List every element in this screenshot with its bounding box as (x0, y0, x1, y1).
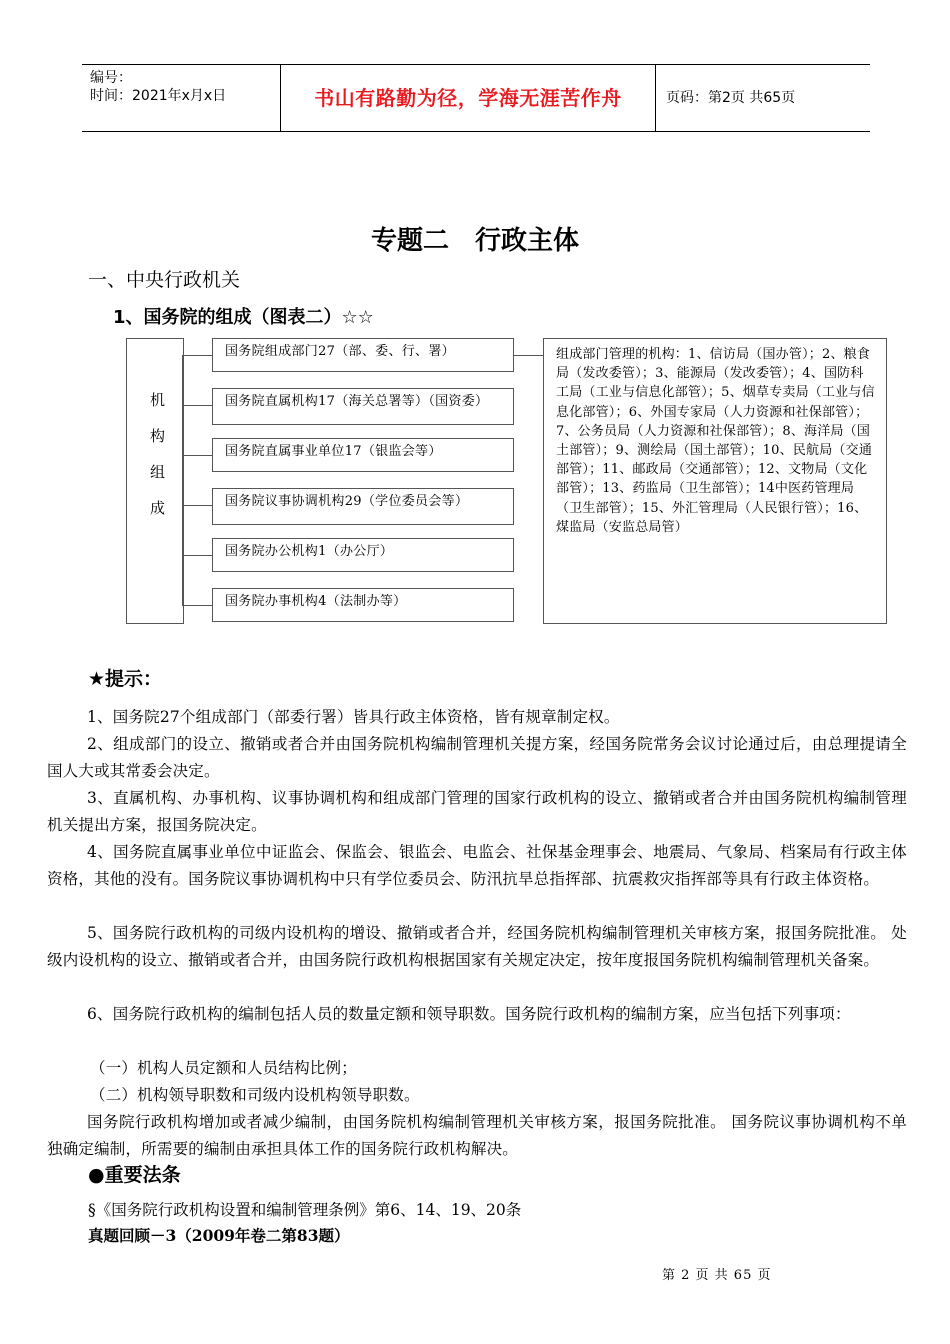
document-header (82, 64, 870, 132)
root-label-char: 机 (150, 391, 166, 409)
connector-line (182, 555, 212, 556)
root-label-char: 组 (150, 463, 166, 481)
page-title: 专题二 行政主体 (370, 226, 579, 256)
chart-box-constituent-departments: 国务院组成部门27（部、委、行、署） (212, 338, 514, 372)
paragraph: 6、国务院行政机构的编制包括人员的数量定额和领导职数。国务院行政机构的编制方案，应当包括下列事项： (87, 1005, 851, 1023)
paragraph: 3、直属机构、办事机构、议事协调机构和组成部门管理的国家行政机构的设立、撤销或者合并由国务院机构编制管理机关提出方案，报国务院决定。 (47, 789, 907, 834)
list-item: （一）机构人员定额和人员结构比例； (90, 1059, 357, 1077)
connector-line (182, 405, 212, 406)
chart-box-public-institutions: 国务院直属事业单位17（银监会等） (212, 438, 514, 472)
chart-box-general-office: 国务院办公机构1（办公厅） (212, 538, 514, 572)
header-left-cell (82, 65, 281, 131)
connector-line (182, 355, 183, 606)
connector-line (182, 355, 212, 356)
chart-box-administrative-offices: 国务院办事机构4（法制办等） (212, 588, 514, 622)
paragraph: 2、组成部门的设立、撤销或者合并由国务院机构编制管理机关提方案，经国务院常务会议讨论通过后，由总理提请全国人大或其常委会决定。 (47, 735, 907, 780)
law-heading: ●重要法条 (88, 1164, 181, 1186)
section-heading: 一、中央行政机关 (88, 269, 241, 291)
subsection-heading: 1、国务院的组成（图表二）☆☆ (113, 307, 374, 328)
connector-line (182, 605, 212, 606)
header-motto-cell (281, 65, 656, 131)
list-item: （二）机构领导职数和司级内设机构领导职数。 (90, 1086, 420, 1104)
header-page-cell (656, 65, 870, 131)
connector-line (514, 355, 543, 356)
date-label: 时间：2021年x月x日 (90, 88, 227, 104)
tip-heading: ★提示： (88, 668, 163, 690)
page-footer: 第 2 页 共 65 页 (662, 1268, 772, 1283)
number-label: 编号： (90, 70, 132, 86)
law-reference: §《国务院行政机构设置和编制管理条例》第6、14、19、20条 (88, 1201, 522, 1219)
connector-line (182, 505, 212, 506)
page-label: 页码：第2页 共65页 (666, 90, 796, 106)
connector-line (182, 455, 212, 456)
chart-box-coordination-bodies: 国务院议事协调机构29（学位委员会等） (212, 488, 514, 525)
motto: 书山有路勤为径，学海无涯苦作舟 (314, 86, 622, 110)
chart-detail-box: 组成部门管理的机构：1、信访局（国办管）；2、粮食局（发改委管）；3、能源局（发改委管）；4、国防科工局（工业与信息化部管）；5、烟草专卖局（工业与信息化部管）；6、外国专家局（人力资源和社保部管）；7、公务员局（人力资源和社保部管）；8、海洋局（国土部管）；9、测绘局（国土部管）；10、民航局（交通部管）；11、邮政局（交通部管）；12、文物局（文化部管）；13、药监局（卫生部管）；14中医药管理局（卫生部管）；15、外汇管理局（人民银行管）；16、煤监局（安监总局管） (543, 338, 887, 624)
paragraph: 国务院行政机构增加或者减少编制，由国务院机构编制管理机关审核方案，报国务院批准。 国务院议事协调机构不单独确定编制，所需要的编制由承担具体工作的国务院行政机构解决。 (47, 1113, 907, 1158)
paragraph: 5、国务院行政机构的司级内设机构的增设、撤销或者合并，经国务院机构编制管理机关审核方案，报国务院批准。 处级内设机构的设立、撤销或者合并，由国务院行政机构根据国家有关规定决定，按年度报国务院机构编制管理机关备案。 (47, 924, 907, 969)
paragraph: 1、国务院27个组成部门（部委行署）皆具行政主体资格，皆有规章制定权。 (87, 708, 620, 726)
root-label-char: 构 (150, 427, 166, 445)
exam-review-heading: 真题回顾－3（2009年卷二第83题） (88, 1226, 350, 1245)
chart-box-direct-agencies: 国务院直属机构17（海关总署等）（国资委） (212, 388, 514, 425)
root-label-char: 成 (150, 499, 166, 517)
paragraph: 4、国务院直属事业单位中证监会、保监会、银监会、电监会、社保基金理事会、地震局、气象局、档案局有行政主体资格，其他的没有。国务院议事协调机构中只有学位委员会、防汛抗旱总指挥部、抗震救灾指挥部等具有行政主体资格。 (47, 843, 907, 888)
